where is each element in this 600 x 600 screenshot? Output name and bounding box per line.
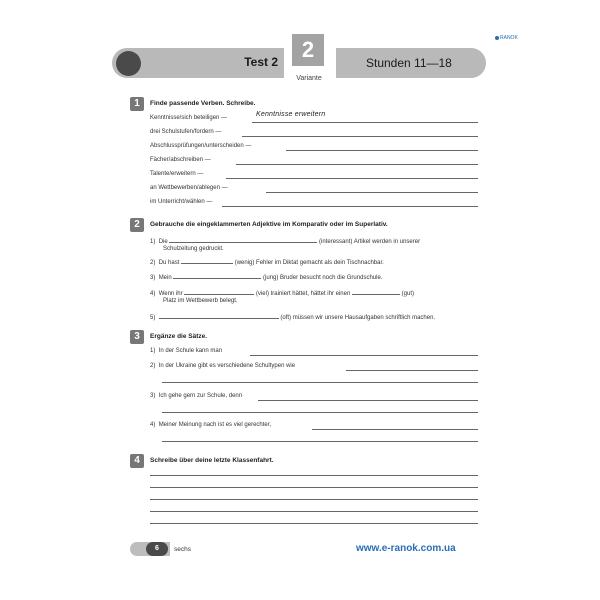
task4-line-3[interactable] <box>150 499 478 500</box>
task4-number: 4 <box>130 454 144 468</box>
task3-line-4b[interactable] <box>162 441 478 442</box>
header-dot-icon <box>116 51 141 76</box>
task2-item-1-cont: Schulzeitung gedruckt. <box>163 246 224 252</box>
task4-line-5[interactable] <box>150 523 478 524</box>
task3-line-2b[interactable] <box>162 382 478 383</box>
task1-title: Finde passende Verben. Schreibe. <box>150 100 256 107</box>
task1-answer-line-4[interactable] <box>236 164 478 165</box>
task1-number: 1 <box>130 97 144 111</box>
task1-answer-line-3[interactable] <box>286 150 478 151</box>
task1-answer-line-7[interactable] <box>222 206 478 207</box>
task2-gap-4a[interactable] <box>184 289 254 295</box>
task2-gap-2[interactable] <box>181 258 233 264</box>
task2-number: 2 <box>130 218 144 232</box>
task1-answer-line-5[interactable] <box>226 178 478 179</box>
page-word: sechs <box>174 546 191 553</box>
task4-title: Schreibe über deine letzte Klassenfahrt. <box>150 457 274 464</box>
task2-title: Gebrauche die eingeklammerten Adjektive im Komparativ oder im Superlativ. <box>150 221 388 228</box>
task3-line-3a[interactable] <box>258 400 478 401</box>
task2-item-4-cont: Platz im Wettbewerb belegt. <box>163 298 238 304</box>
task4-line-2[interactable] <box>150 487 478 488</box>
task3-line-2a[interactable] <box>346 370 478 371</box>
task2-item-4: 4) Wenn ihr (viel) trainiert hättet, hättet ihr einen (gut) <box>150 291 415 297</box>
task2-item-3: 3) Mein (jung) Bruder besucht noch die Grundschule. <box>150 275 383 281</box>
task1-prompt-2: drei Schulstufen/fordern — <box>150 129 222 135</box>
task3-title: Ergänze die Sätze. <box>150 333 208 340</box>
task1-prompt-4: Fächer/abschreiben — <box>150 157 211 163</box>
task2-gap-4b[interactable] <box>352 289 400 295</box>
publisher-logo: RANOK <box>495 35 518 41</box>
task2-item-5: 5) (oft) müssen wir unsere Hausaufgaben schriftlich machen. <box>150 315 436 321</box>
task3-number: 3 <box>130 330 144 344</box>
task3-item-1: 1) In der Schule kann man <box>150 348 223 354</box>
task2-gap-3[interactable] <box>173 273 261 279</box>
page-number: 6 <box>146 542 168 556</box>
topic-title: Stunden 11—18 <box>366 56 452 70</box>
task1-prompt-3: Abschlussprüfungen/unterscheiden — <box>150 143 252 149</box>
task3-item-2: 2) In der Ukraine gibt es verschiedene Schultypen wie <box>150 363 296 369</box>
task4-line-4[interactable] <box>150 511 478 512</box>
variant-label: Variante <box>296 75 322 82</box>
task1-prompt-1: Kenntnisse/sich beteiligen — <box>150 115 228 121</box>
task3-line-1[interactable] <box>250 355 478 356</box>
logo-icon <box>495 36 499 40</box>
task3-line-4a[interactable] <box>312 429 478 430</box>
task1-prompt-7: im Unterricht/wählen — <box>150 199 213 205</box>
task1-answer-line-1[interactable] <box>252 122 478 123</box>
task3-line-3b[interactable] <box>162 412 478 413</box>
task4-line-1[interactable] <box>150 475 478 476</box>
task3-item-4: 4) Meiner Meinung nach ist es viel gerechter, <box>150 422 272 428</box>
task1-answer-1: Kenntnisse erweitern <box>256 111 326 118</box>
task1-prompt-5: Talente/erweitern — <box>150 171 204 177</box>
task1-answer-line-6[interactable] <box>266 192 478 193</box>
publisher-url[interactable]: www.e-ranok.com.ua <box>356 543 456 554</box>
task2-gap-1[interactable] <box>169 237 317 243</box>
test-label: Test 2 <box>244 55 278 69</box>
task2-gap-5[interactable] <box>159 313 279 319</box>
task3-item-3: 3) Ich gehe gern zur Schule, denn <box>150 393 243 399</box>
task1-prompt-6: an Wettbewerben/ablegen — <box>150 185 228 191</box>
variant-number: 2 <box>301 37 315 62</box>
task2-item-1: 1) Die (interessant) Artikel werden in unserer <box>150 239 421 245</box>
task2-item-2: 2) Du hast (wenig) Fehler im Diktat gemacht als dein Tischnachbar. <box>150 260 384 266</box>
task1-answer-line-2[interactable] <box>242 136 478 137</box>
